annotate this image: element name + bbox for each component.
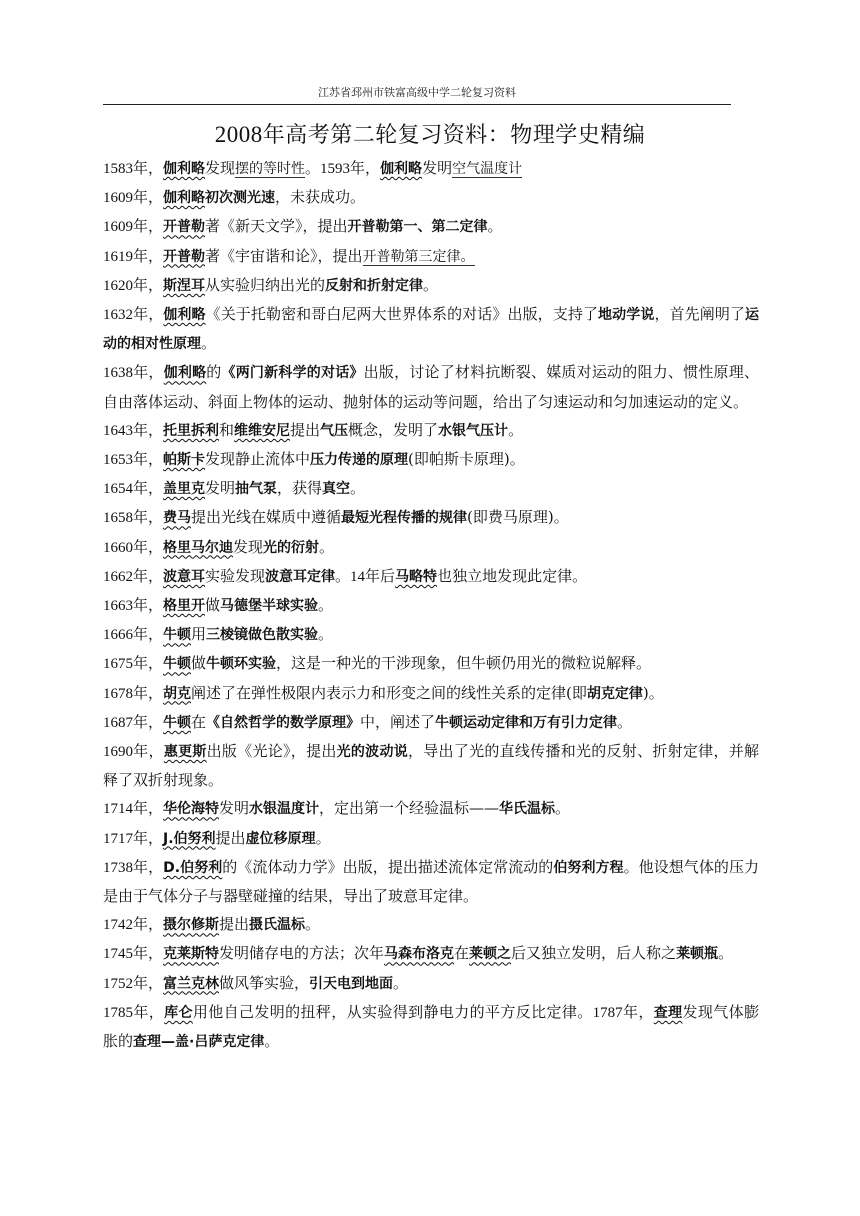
history-entry [103,300,759,358]
entry-text: 《关于托勒密和哥白尼两大世界体系的对话》出版，支持了 [205,305,599,324]
entry-text: 阐述了在弹性极限内表示力和形变之间的线性关系的定律(即 [191,683,587,702]
law-name: 摆的等时性 [235,161,306,177]
entry-year: 1675 [103,656,133,673]
scientist-name: 伽利略 [163,365,207,382]
history-entry [103,154,759,183]
entry-text: 年， [133,246,164,265]
entry-text: 在 [191,712,207,731]
scientist-name: 马略特 [395,568,438,585]
entry-text: 也独立地发现此定律。 [437,566,588,585]
entry-text: 年， [133,828,164,847]
entry-text: 发明 [219,799,250,818]
entry-text: )。 [642,683,664,702]
entry-text: 提出 [290,420,321,439]
scientist-name: 帕斯卡 [163,452,206,469]
entry-text: ，这是一种光的干涉现象，但牛顿仍用光的微粒说解释。 [276,654,652,673]
entry-text: 年， [133,712,164,731]
entry-text: 。 [319,537,335,556]
entry-text: 年， [133,275,164,294]
entry-text: 。 [487,217,503,236]
highlight-term: 水银气压计 [438,422,509,439]
scientist-name: 开普勒 [163,248,206,265]
history-entry [103,853,759,910]
entry-text: 出版《光论》，提出 [206,742,337,761]
scientist-name: 胡克 [163,685,192,702]
highlight-term: 开普勒第一、第二定律 [347,219,488,236]
scientist-name: 开普勒 [163,219,206,236]
highlight-term: 牛顿环实验 [206,656,277,673]
scientist-name: 牛顿 [163,656,192,673]
entry-text: 发现气体膨胀的 [103,1002,759,1051]
entry-year: 14 [350,568,366,585]
entry-year: 1742 [103,917,133,934]
highlight-term: 引天电到地面 [309,975,394,992]
entry-year: 1745 [103,946,133,963]
highlight-term: 华氏温标 [499,801,556,818]
entry-text: 从实验归纳出光的 [205,275,326,294]
scientist-name: 查理 [653,1004,683,1021]
entry-text: 发明 [422,159,453,177]
entry-text: 做 [191,654,207,673]
entry-text: 的 [206,363,222,382]
scientist-name: 惠更斯 [163,744,207,761]
entry-text: 年， [133,973,164,992]
entry-year: 1632 [103,307,133,324]
entry-text: 年， [133,566,164,585]
entry-text: 年， [133,508,164,527]
history-entry [103,591,759,620]
entry-year: 1654 [103,481,133,498]
entry-text: 用 [191,625,207,644]
highlight-term: 水银温度计 [249,801,320,818]
entry-year: 1787 [592,1004,623,1021]
entry-text: 年， [622,1002,654,1021]
history-entry [103,358,759,415]
entry-text: 年， [133,537,164,556]
entry-text: 发明储存电的方法；次年 [219,944,385,963]
entry-text: 。 [318,625,334,644]
page-title [0,118,860,149]
highlight-term: 初次测光速 [205,190,276,207]
entry-text: (即帕斯卡原理)。 [408,450,525,469]
entry-text: 年， [133,420,164,439]
title-year: 2008 [214,122,263,147]
history-entry [103,562,759,591]
scientist-name: 莱顿之 [469,946,512,963]
entry-year: 1738 [103,859,133,876]
scientist-name: 牛顿 [163,627,192,644]
entry-text: 年， [133,654,164,673]
scientist-name: J.伯努利 [163,830,216,847]
highlight-term: 气压 [320,422,349,439]
entry-text: 发现 [233,537,264,556]
entry-year: 1609 [103,190,133,207]
history-entry [103,445,759,474]
entry-text: 后又独立发明，后人称之 [511,944,677,963]
scientist-name: 华伦海特 [163,801,220,818]
law-name: 开普勒第三定律。 [362,248,475,265]
highlight-term: 虚位移原理 [245,830,316,847]
entry-year: 1666 [103,627,133,644]
entry-text: 年， [133,799,164,818]
scientist-name: 盖里克 [163,481,206,498]
highlight-term: 光的衍射 [263,539,320,556]
entry-year: 1653 [103,452,133,469]
history-entry [103,969,759,998]
entry-text: 提出 [219,915,250,934]
entry-text: 。 [264,1032,280,1051]
scientist-name: 马森布洛克 [384,946,455,963]
scientist-name: 库仑 [164,1004,193,1021]
highlight-term: 抽气泵 [235,481,278,498]
entry-text: 发现 [205,159,236,177]
entry-text: 年， [133,217,164,236]
entry-year: 1752 [103,975,133,992]
highlight-term: 摄氏温标 [249,917,306,934]
highlight-term: 《自然哲学的数学原理》 [206,714,361,731]
entry-text: ，导出了光的直线传播和光的反射、折射定律，并解释了双折射现象。 [103,742,760,790]
entry-year: 1678 [103,685,133,702]
scientist-name: 维维安尼 [234,422,291,439]
entry-text: 。 [315,828,331,847]
entry-text: 。 [555,799,571,818]
scientist-name: 富兰克林 [163,975,220,992]
highlight-term: 反射和折射定律 [325,277,424,294]
highlight-term: 压力传递的原理 [310,452,409,469]
entry-text: 年， [133,742,164,761]
scientist-name: 摄尔修斯 [163,917,220,934]
history-entry [103,620,759,649]
scientist-name: D.伯努利 [163,859,223,876]
scientist-name: 克莱斯特 [163,946,220,963]
entry-text: 用他自己发明的扭秤，从实验得到静电力的平方反比定律。 [192,1002,593,1021]
entry-text: 发明 [205,479,236,498]
entry-year: 1638 [103,365,133,382]
entry-text: 出版，讨论了材料抗断裂、媒质对运动的阻力、惯性原理、自由落体运动、斜面上物体的运动、抛射体的运动等问题，给出了匀速运动和匀加速运动的定义。 [103,363,759,411]
entry-text: 著《宇宙谐和论》，提出 [205,246,363,265]
highlight-term: 查理—盖·吕萨克定律 [133,1034,265,1051]
highlight-term: 光的波动说 [336,744,408,761]
history-entry [103,910,759,939]
scientist-name: 牛顿 [163,714,192,731]
entry-text: ，未获成功。 [275,188,366,207]
entry-text: 年， [133,683,164,702]
scientist-name: 斯涅耳 [163,277,206,294]
scientist-name: 费马 [163,510,192,527]
entry-text: ，首先阐明了 [654,305,746,324]
entry-text: 概念，发明了 [348,420,439,439]
scientist-name: 格里马尔迪 [163,539,234,556]
history-entry [103,939,759,968]
entry-text: 做风筝实验， [219,973,310,992]
history-entry [103,737,759,794]
entry-text: 年， [133,915,164,934]
history-entry [103,649,759,678]
scientist-name: 伽利略 [163,307,206,324]
highlight-term: 伯努利方程 [553,859,624,876]
entry-text: 年， [133,450,164,469]
history-entry [103,242,759,271]
highlight-term: 最短光程传播的规律 [341,510,468,527]
highlight-term: 胡克定律 [586,685,643,702]
entry-year: 1620 [103,277,133,294]
entry-text: 和 [219,420,235,439]
scientist-name: 格里开 [163,598,206,615]
entry-text: 年， [133,1002,165,1021]
history-entry [103,533,759,562]
history-entry [103,824,759,853]
entry-year: 1662 [103,568,133,585]
entry-text: 的《流体动力学》出版，提出描述流体定常流动的 [222,857,554,876]
highlight-term: 三棱镜做色散实验 [206,627,319,644]
entry-year: 1785 [103,1004,133,1021]
history-entry [103,416,759,445]
header-school-line: 江苏省邳州市铁富高级中学二轮复习资料 [318,86,516,99]
entry-year: 1583 [103,161,133,177]
history-entry [103,183,759,212]
scientist-name: 伽利略 [380,161,423,177]
entry-text: 著《新天文学》，提出 [205,217,348,236]
entry-text: 提出光线在媒质中遵循 [191,508,342,527]
entry-text: 年， [133,363,164,382]
entry-text: 。 [305,159,321,177]
entry-text: 在 [454,944,470,963]
entry-year: 1690 [103,744,133,761]
history-entry-list [103,154,759,1056]
title-text: 年高考第二轮复习资料：物理学史精编 [262,123,646,148]
entry-text: 。 [305,915,321,934]
entry-year: 1663 [103,598,133,615]
highlight-term: 地动学说 [598,307,655,324]
entry-year: 1643 [103,422,133,439]
history-entry [103,998,759,1056]
entry-year: 1619 [103,248,133,265]
history-entry [103,271,759,300]
entry-text: 。 [423,275,439,294]
entry-text: 年， [133,305,164,324]
history-entry [103,503,759,532]
entry-text: 。 [617,712,633,731]
highlight-term: 波意耳定律 [265,568,336,585]
entry-text: 年， [133,944,164,963]
entry-text: 。他设想气体的压力是由于气体分子与器壁碰撞的结果，导出了玻意耳定律。 [103,857,759,906]
entry-text: 提出 [215,828,246,847]
entry-text: 做 [205,596,221,615]
page-header [103,84,731,105]
entry-year: 1593 [320,161,351,177]
history-entry [103,708,759,737]
entry-year: 1717 [103,830,133,847]
entry-text: 。 [393,973,409,992]
highlight-term: 真空 [322,481,351,498]
scientist-name: 伽利略 [163,161,206,177]
highlight-term: 《两门新科学的对话》 [221,365,364,382]
entry-year: 1660 [103,539,133,556]
entry-text: 。 [508,420,524,439]
history-entry [103,212,759,241]
highlight-term: 牛顿运动定律和万有引力定律 [435,714,618,731]
entry-text: ，获得 [277,479,323,498]
highlight-term: 马德堡半球实验 [220,598,319,615]
entry-year: 1658 [103,510,133,527]
history-entry [103,474,759,503]
scientist-name: 波意耳 [163,568,206,585]
entry-text: ，定出第一个经验温标—— [319,799,500,818]
entry-year: 1609 [103,219,133,236]
entry-text: 发现静止流体中 [205,450,311,469]
entry-text: 。 [318,596,334,615]
entry-text: 。 [335,566,351,585]
entry-text: 。 [201,334,217,353]
entry-text: 年， [133,596,164,615]
entry-text: 年后 [365,566,396,585]
highlight-term: 运动的相对性原理 [103,307,760,353]
scientist-name: 托里拆利 [163,422,220,439]
entry-text: 年， [133,159,164,177]
entry-text: 实验发现 [205,566,266,585]
entry-text: (即费马原理)。 [467,508,569,527]
law-name: 空气温度计 [452,161,523,177]
entry-text: 年， [133,188,164,207]
entry-text: 年， [133,625,164,644]
highlight-term: 莱顿瓶 [676,946,719,963]
entry-year: 1687 [103,714,133,731]
entry-text: 年， [133,479,164,498]
entry-text: 。 [350,479,366,498]
history-entry [103,679,759,708]
entry-text: 年， [133,857,164,876]
entry-text: 年， [350,159,381,177]
scientist-name: 伽利略 [163,190,206,207]
history-entry [103,794,759,823]
entry-year: 1714 [103,801,133,818]
entry-text: 。 [718,944,734,963]
entry-text: 中，阐述了 [360,712,436,731]
